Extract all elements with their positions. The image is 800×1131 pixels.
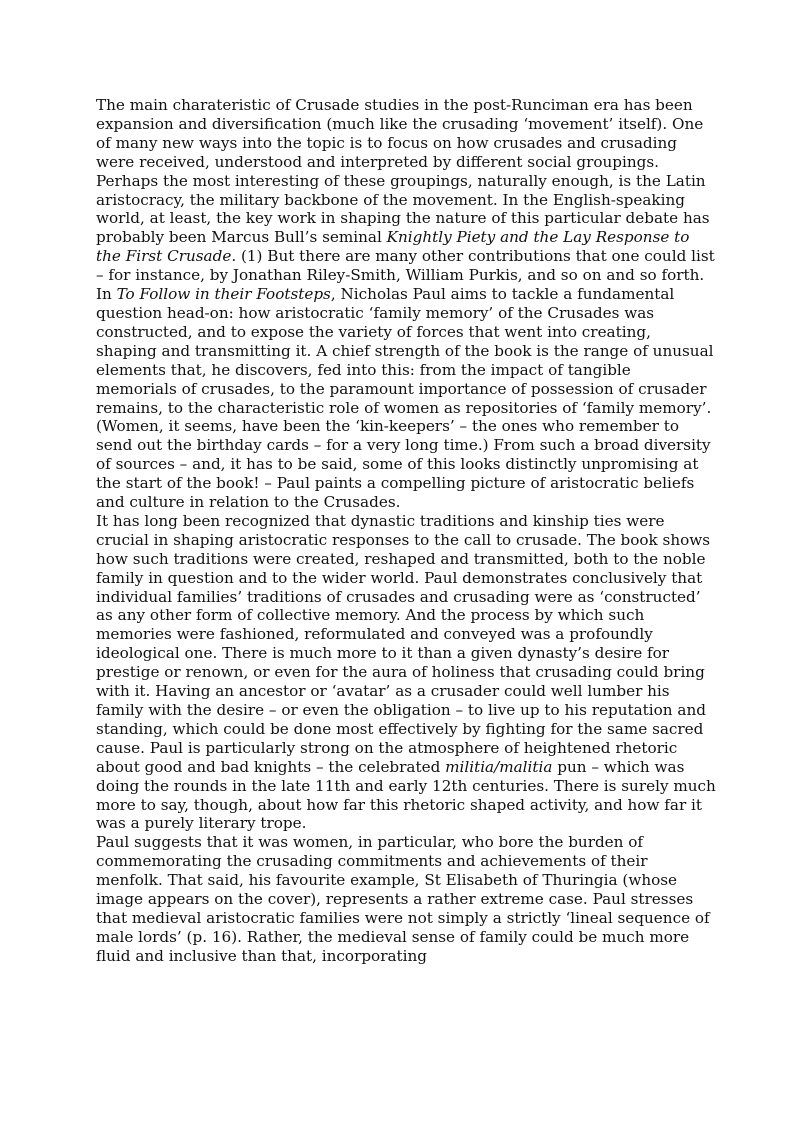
document-body xyxy=(96,96,716,966)
text-segment: Paul suggests that it was women, in particular, who bore the burden of commemorating the crusading commitments and achievements of their menfolk. That said, his favourite example, St Elisabeth of Thuringia (whose image appears on the cover), represents a rather extreme case. Paul stresses that medieval aristocratic families were not simply a strictly ‘lineal sequence of male lords’ (p. 16). Rather, the medieval sense of family could be much more fluid and inclusive than that, incorporating xyxy=(96,833,710,965)
text-segment: pun – which was doing the rounds in the late 11th and early 12th centuries. There is surely much more to say, though, about how far this rhetoric shaped activity, and how far it was a purely literary trope. xyxy=(96,757,716,833)
paragraph-1 xyxy=(96,96,716,512)
paragraph-2 xyxy=(96,512,716,833)
book-title-knightly-piety: Knightly Piety and the Lay Response to the First Crusade xyxy=(96,228,690,266)
text-segment: The main charateristic of Crusade studies in the post-Runciman era has been expansion and diversification (much like the crusading ‘movement’ itself). One of many new ways into the topic is to focus on how crusades and crusading were received, understood and interpreted by different social groupings. Perhaps the most interesting of these groupings, naturally enough, is the Latin aristocracy, the military backbone of the movement. In the English-speaking world, at least, the key work in shaping the nature of this particular debate has probably been Marcus Bull’s seminal xyxy=(96,96,710,247)
italic-term-militia-malitia: militia/malitia xyxy=(445,757,553,776)
text-segment: , Nicholas Paul aims to tackle a fundamental question head-on: how aristocratic ‘family memory’ of the Crusades was constructed, and to expose the variety of forces that went into creating, shaping and transmitting it. A chief strength of the book is the range of unusual elements that, he discovers, fed into this: from the impact of tangible memorials of crusades, to the paramount importance of possession of crusader remains, to the characteristic role of women as repositories of ‘family memory’. (Women, it seems, have been the ‘kin-keepers’ – the ones who remember to send out the birthday cards – for a very long time.) From such a broad diversity of sources – and, it has to be said, some of this looks distinctly unpromising at the start of the book! – Paul paints a compelling picture of aristocratic beliefs and culture in relation to the Crusades. xyxy=(96,285,714,512)
text-segment: . (1) But there are many other contributions that one could list – for instance, by Jonathan Riley-Smith, William Purkis, and so on and so forth. In xyxy=(96,247,715,304)
paragraph-3 xyxy=(96,833,716,965)
text-segment: It has long been recognized that dynastic traditions and kinship ties were crucial in shaping aristocratic responses to the call to crusade. The book shows how such traditions were created, reshaped and transmitted, both to the noble family in question and to the wider world. Paul demonstrates conclusively that individual families’ traditions of crusades and crusading were as ‘constructed’ as any other form of collective memory. And the process by which such memories were fashioned, reformulated and conveyed was a profoundly ideological one. There is much more to it than a given dynasty’s desire for prestige or renown, or even for the aura of holiness that crusading could bring with it. Having an ancestor or ‘avatar’ as a crusader could well lumber his family with the desire – or even the obligation – to live up to his reputation and standing, which could be done most effectively by fighting for the same sacred cause. Paul is particularly strong on the atmosphere of heightened rhetoric about good and bad knights – the celebrated xyxy=(96,511,711,776)
book-title-to-follow: To Follow in their Footsteps xyxy=(116,285,331,304)
